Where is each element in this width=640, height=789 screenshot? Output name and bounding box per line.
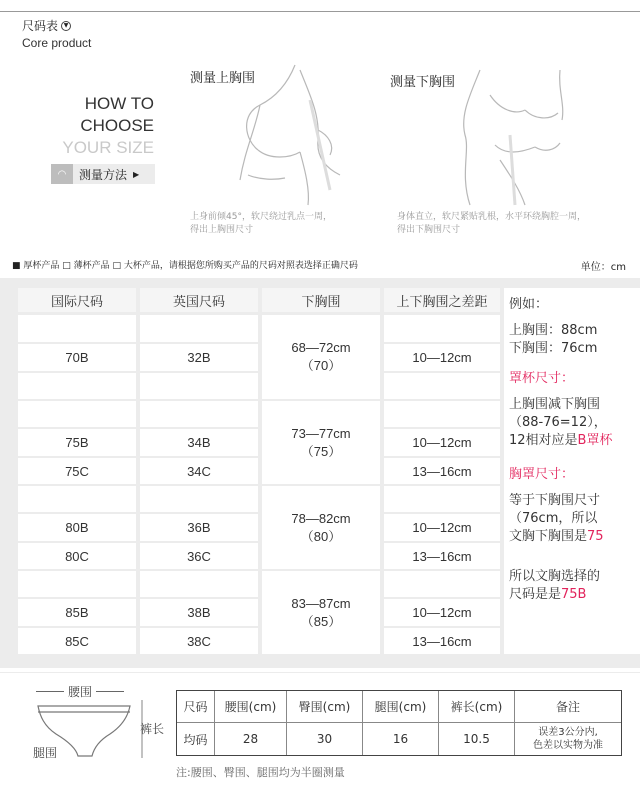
band-line-3 [509,528,640,546]
remark-line-2: 色差以实物为准 [533,740,603,751]
under-bust-cell [262,315,380,399]
briefs-size-table [176,690,622,756]
upper-note-1: 上身前倾45°，软尺绕过乳点一周， [190,212,332,222]
table-cell: 38B [140,599,258,626]
briefs-header: 备注 [515,691,621,723]
divider [0,672,640,673]
ruler-icon: ◠ [51,164,73,184]
table-cell [384,486,500,512]
how-line-2: CHOOSE [80,116,154,135]
under-bust-cell [262,571,380,654]
table-cell: 10—12cm [384,514,500,541]
briefs-cell: 30 [287,723,363,755]
briefs-cell: 均码 [177,723,215,755]
table-cell [18,373,136,399]
final-line-1: 所以文胸选择的 [509,569,601,584]
under-range: 83—87cm [291,595,351,611]
table-cell: 10—12cm [384,599,500,626]
measure-upper-label: 测量上胸围 [190,71,256,86]
briefs-header: 尺码 [177,691,215,723]
under-mid: （80） [300,528,342,544]
table-cell: 13—16cm [384,458,500,484]
table-cell: 36C [140,543,258,569]
table-cell [384,401,500,427]
remark-line-1: 误差3公分内, [538,727,598,738]
band-line-1: 等于下胸围尺寸 [509,493,601,508]
table-cell: 10—12cm [384,344,500,371]
briefs-header: 臀围(cm) [287,691,363,723]
table-cell: 70B [18,344,136,371]
table-cell: 38C [140,628,258,654]
under-mid: （70） [300,358,342,373]
example-upper: 上胸围：88cm [509,323,598,338]
cup-line-3 [509,432,640,450]
example-panel [504,288,640,654]
section-subtitle: Core product [22,36,92,50]
table-cell [140,401,258,427]
band-line-3b: 75 [587,529,604,544]
arrow-right-icon: ▶ [133,169,140,179]
col-header-uk: 英国尺码 [140,288,258,312]
cup-line-3a: 12相对应是 [509,433,578,448]
briefs-footnote: 注:腰围、臀围、腿围均为半圈测量 [176,766,345,779]
table-cell: 34B [140,429,258,456]
dimension-line [96,691,124,692]
cup-line-1: 上胸围减下胸围 [509,397,601,412]
table-cell: 36B [140,514,258,541]
table-cell: 13—16cm [384,543,500,569]
lower-note-2: 得出下胸围尺寸 [397,225,461,235]
col-header-intl: 国际尺码 [18,288,136,312]
col-header-under: 下胸围 [262,288,380,312]
unit-label: 单位：cm [580,262,626,273]
table-cell [18,315,136,342]
table-cell [18,571,136,597]
band-title: 胸罩尺寸： [509,467,575,482]
size-table [0,278,640,668]
product-legend: ■ 厚杯产品 □ 薄杯产品 □ 大杯产品，请根据您所购买产品的尺码对照表选择正确尺码 [12,261,358,271]
section-title [22,17,71,34]
band-line-3a: 文胸下胸围是 [509,529,588,544]
table-cell [18,486,136,512]
upper-note-2: 得出上胸围尺寸 [190,225,254,235]
table-cell [384,571,500,597]
briefs-remark [515,723,621,755]
measure-lower-label: 测量下胸围 [390,75,456,90]
table-cell [140,315,258,342]
dimension-line [36,691,64,692]
under-range: 78—82cm [291,510,351,526]
table-cell [140,571,258,597]
briefs-header: 裤长(cm) [439,691,515,723]
table-cell: 85C [18,628,136,654]
length-label: 裤长 [140,722,165,736]
waist-label: 腰围 [68,685,93,699]
table-cell: 80C [18,543,136,569]
band-line-2: （76cm，所以 [509,511,598,526]
table-cell [384,315,500,342]
table-cell: 80B [18,514,136,541]
how-line-3: YOUR SIZE [62,138,154,157]
briefs-cell: 28 [215,723,287,755]
briefs-cell: 10.5 [439,723,515,755]
table-cell [18,401,136,427]
table-cell: 34C [140,458,258,484]
final-line-2 [509,586,640,604]
table-cell [384,373,500,399]
how-line-1: HOW TO [84,94,154,113]
table-cell: 85B [18,599,136,626]
briefs-cell: 16 [363,723,439,755]
table-cell: 10—12cm [384,429,500,456]
example-lower: 下胸围：76cm [509,341,598,356]
lower-note-1: 身体直立，软尺紧贴乳根，水平环绕胸腔一周， [397,212,587,222]
example-title: 例如： [509,297,549,312]
cup-line-3b: B罩杯 [577,433,613,448]
col-header-diff: 上下胸围之差距 [384,288,500,312]
title-text: 尺码表 [22,19,59,33]
under-mid: （85） [300,613,342,629]
lower-note [397,211,586,237]
briefs-header: 腰围(cm) [215,691,287,723]
top-divider [0,11,640,12]
upper-chest-illustration [200,60,380,210]
leg-label: 腿围 [33,746,58,760]
cup-line-2: （88-76=12）， [509,415,607,430]
table-cell [140,486,258,512]
final-line-2b: 75B [561,587,587,602]
under-range: 73—77cm [291,425,351,441]
cup-title: 罩杯尺寸： [509,371,575,386]
table-cell: 13—16cm [384,628,500,654]
table-cell: 75B [18,429,136,456]
table-cell: 32B [140,344,258,371]
chevron-down-icon[interactable]: ▼ [61,21,71,31]
under-mid: （75） [300,443,342,459]
table-cell: 75C [18,458,136,484]
upper-note [190,211,332,237]
final-line-2a: 尺码是是 [509,587,562,602]
lower-chest-illustration [440,65,590,210]
table-cell [140,373,258,399]
briefs-header: 腿围(cm) [363,691,439,723]
method-label: 测量方法 [79,167,128,182]
how-to-choose-heading [62,93,154,159]
measure-method-button[interactable] [51,164,155,184]
under-bust-cell [262,401,380,484]
under-range: 68—72cm [291,340,351,355]
under-bust-cell [262,486,380,569]
